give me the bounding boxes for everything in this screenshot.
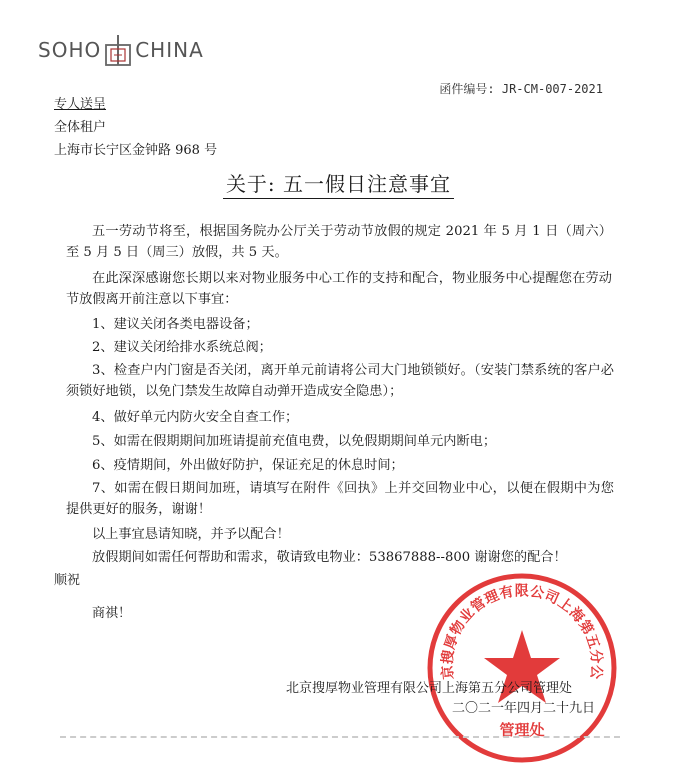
stamp-arc-text: 京搜厚物业管理有限公司上海第五分公	[439, 583, 605, 681]
list-item-1: 1、建议关闭各类电器设备；	[92, 317, 259, 332]
salutation-line-2: 商祺！	[92, 606, 132, 621]
recipient-name: 全体租户	[54, 120, 107, 135]
logo-text-left: SOHO	[38, 38, 102, 62]
page-divider	[60, 736, 620, 738]
soho-china-logo	[38, 30, 204, 70]
closing-line-2: 放假期间如需任何帮助和需求，敬请致电物业：53867888--800 谢谢您的配合！	[92, 550, 567, 565]
salutation-line-1: 顺祝	[54, 573, 81, 588]
page-title	[0, 168, 677, 199]
intro-paragraph-1: 五一劳动节将至，根据国务院办公厅关于劳动节放假的规定 2021 年 5 月 1 日（周六）至 5 月 5 日（周三）放假，共 5 天。	[66, 224, 612, 260]
list-item-3: 3、检查户内门窗是否关闭，离开单元前请将公司大门地锁锁好。（安装门禁系统的客户必须锁好地锁，以免门禁发生故障自动弹开造成安全隐患）；	[66, 363, 614, 399]
stamp-bottom-text: 管理处	[499, 721, 545, 739]
page-title-text: 关于: 五一假日注意事宜	[223, 168, 454, 199]
list-item-4: 4、做好单元内防火安全自查工作；	[92, 410, 299, 425]
letter-number: 函件编号: JR-CM-007-2021	[439, 82, 603, 96]
list-item-2: 2、建议关闭给排水系统总阀；	[92, 340, 272, 355]
logo-text-right: CHINA	[135, 38, 204, 62]
closing-line-1: 以上事宜恳请知晓，并予以配合！	[92, 527, 290, 542]
recipient-address: 上海市长宁区金钟路 968 号	[54, 143, 218, 158]
signature-company: 北京搜厚物业管理有限公司上海第五分公司管理处	[286, 681, 573, 696]
list-item-5: 5、如需在假期期间加班请提前充值电费，以免假期期间单元内断电；	[92, 434, 497, 449]
delivery-method: 专人送呈	[54, 97, 107, 112]
list-item-7: 7、如需在假日期间加班，请填写在附件《回执》上并交回物业中心，以便在假期中为您提供更好的服务，谢谢！	[66, 481, 614, 517]
intro-paragraph-2: 在此深深感谢您长期以来对物业服务中心工作的支持和配合，物业服务中心提醒您在劳动节放假离开前注意以下事宜：	[66, 271, 612, 307]
list-item-6: 6、疫情期间，外出做好防护，保证充足的休息时间；	[92, 458, 404, 473]
signature-date: 二〇二一年四月二十九日	[452, 701, 596, 716]
logo-seal	[103, 33, 133, 67]
